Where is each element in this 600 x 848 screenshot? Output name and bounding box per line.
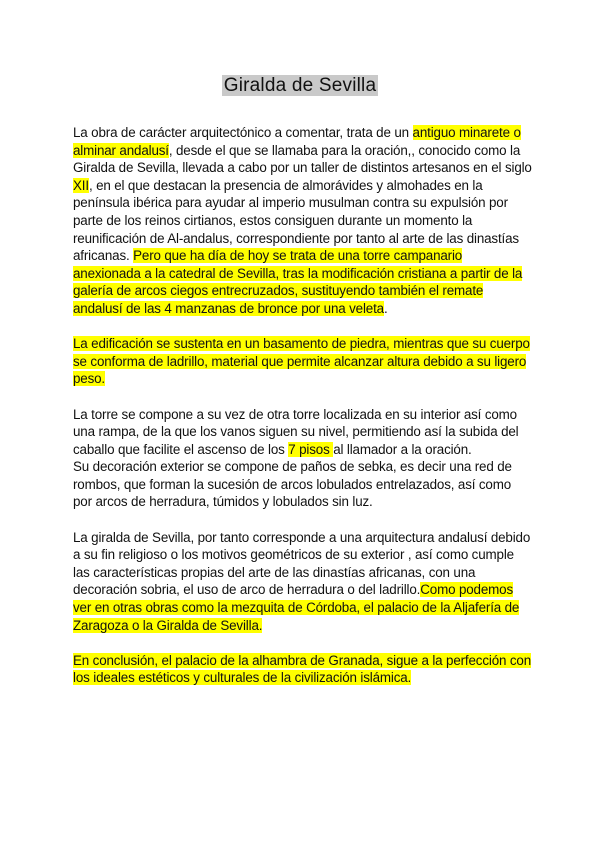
p1-text-a: La obra de carácter arquitectónico a comentar, trata de un xyxy=(73,125,413,140)
p2-highlight: La edificación se sustenta en un basamento de piedra, mientras que su cuerpo se conforma de ladrillo, material que permite alcanzar altura debido a su ligero peso. xyxy=(73,336,530,387)
p1-highlight-siglo: XII xyxy=(73,177,89,193)
paragraph-giralda xyxy=(73,529,533,635)
title-wrap xyxy=(0,74,600,98)
p3-text-d: Su decoración exterior se compone de paños de sebka, es decir una red de rombos, que forman la sucesión de arcos lobulados entrelazados, así como por arcos de herradura, túmidos y lobulados sin luz. xyxy=(73,459,512,510)
p1-highlight-minarete: antiguo minarete o alminar andalusí xyxy=(73,125,521,158)
p1-text-c: , desde el que se llamaba para la oración,, conocido como la Giralda de Sevilla, llevada a cabo por un taller de distintos artesanos en el siglo xyxy=(73,142,532,176)
paragraph-torre xyxy=(73,406,533,512)
p4-text-a: La giralda de Sevilla, por tanto corresponde a una arquitectura andalusí debido a su fin religioso o los motivos geométricos de su exterior , así como cumple las características propias del arte de las dinastías africanas, con una decoración sobria, el uso de arco de herradura o del ladrillo. xyxy=(73,529,531,598)
paragraph-edificacion xyxy=(73,335,533,388)
document-body xyxy=(73,124,533,705)
p1-highlight-campanario: Pero que ha día de hoy se trata de una torre campanario anexionada a la catedral de Sevilla, tras la modificación cristiana a partir de la galería de arcos ciegos entrecruzados, sustituyendo también el remate andalusí de las 4 manzanas de bronce por una veleta xyxy=(73,248,523,316)
p3-text-c: al llamador a la oración. xyxy=(333,441,472,457)
paragraph-conclusion xyxy=(73,652,533,687)
p1-text-e: , en el que destacan la presencia de almorávides y almohades en la península ibérica para ayudar al imperio musulman contra su expulsión por parte de los reinos cirtianos, estos consiguen durante un momento la reunificación de Al-andalus, correspondiente por tanto al arte de las dinastías africanas. xyxy=(73,177,519,264)
document-title: Giralda de Sevilla xyxy=(223,75,377,96)
p4-highlight-obras: Como podemos ver en otras obras como la mezquita de Córdoba, el palacio de la Aljafería de Zaragoza o la Giralda de Sevilla. xyxy=(73,582,520,633)
p5-highlight: En conclusión, el palacio de la alhambra de Granada, sigue a la perfección con los ideales estéticos y culturales de la civilización islámica. xyxy=(73,652,532,686)
paragraph-intro xyxy=(73,124,533,318)
p3-highlight-pisos: 7 pisos xyxy=(288,441,334,457)
p3-text-a: La torre se compone a su vez de otra torre localizada en su interior así como una rampa, de la que los vanos siguen su nivel, permitiendo así la subida del caballo que facilite el ascenso de los xyxy=(73,406,519,457)
p1-text-g: . xyxy=(383,300,388,316)
